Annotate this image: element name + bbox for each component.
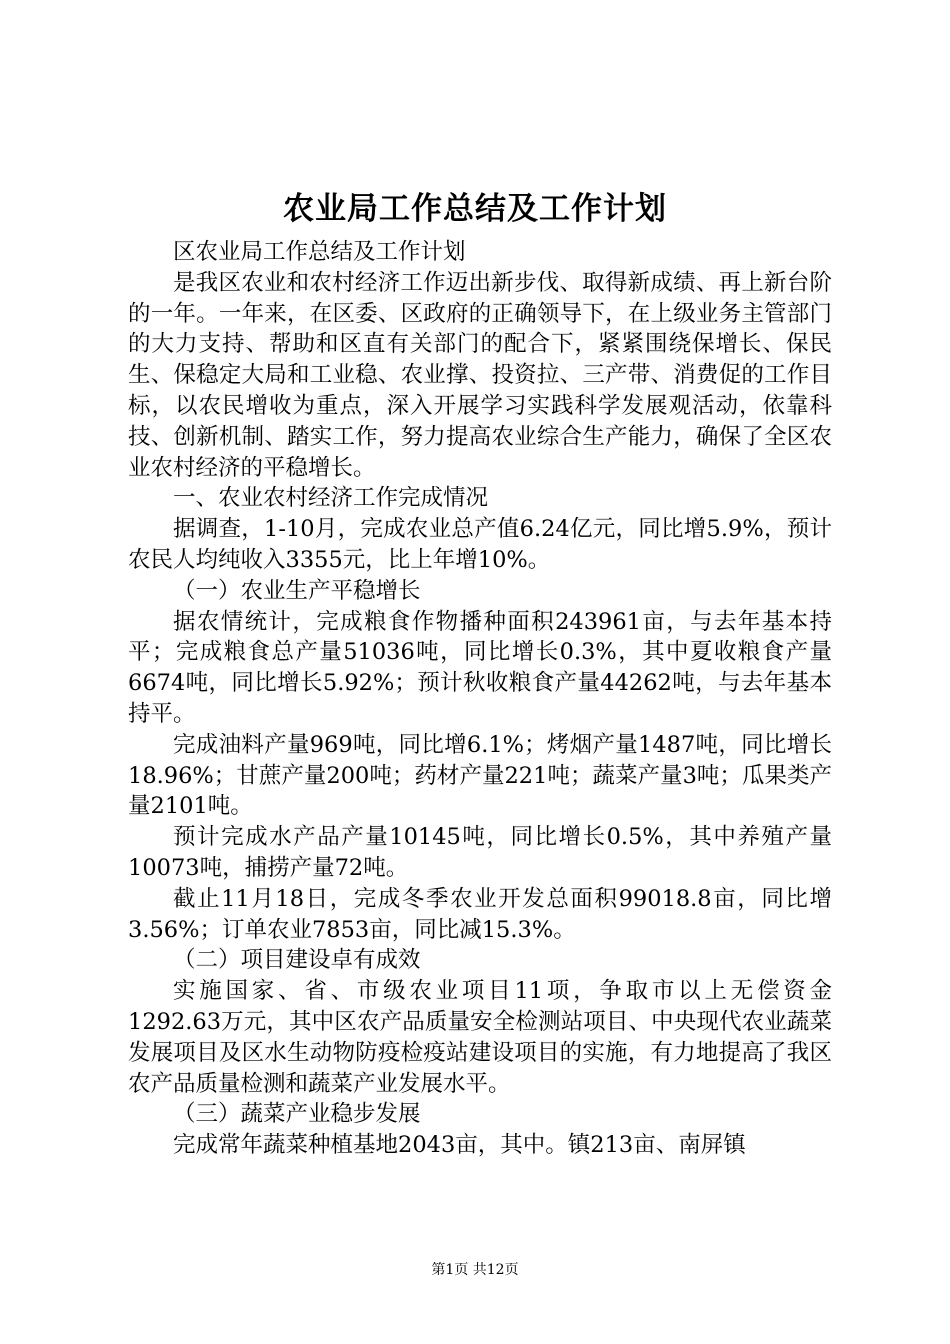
page-number-footer: 第1页 共12页	[431, 1262, 519, 1278]
subsection-heading-2: （二）项目建设卓有成效	[173, 947, 421, 974]
paragraph-vegetables: 完成常年蔬菜种植基地2043亩，其中。镇213亩、南屏镇	[173, 1132, 746, 1159]
paragraph-intro: 是我区农业和农村经济工作迈出新步伐、取得新成绩、再上新台阶的一年。一年来，在区委、区政府的正确领导下，在上级业务主管部门的大力支持、帮助和区直有关部门的配合下，紧紧围绕保增长、保民生、保稳定大局和工业稳、农业撑、投资拉、三产带、消费促的工作目标，以农民增收为重点，深入开展学习实践科学发展观活动，依靠科技、创新机制、踏实工作，努力提高农业综合生产能力，确保了全区农业农村经济的平稳增长。	[128, 269, 832, 481]
section-heading-1: 一、农业农村经济工作完成情况	[173, 485, 489, 512]
document-title: 农业局工作总结及工作计划	[283, 191, 667, 227]
paragraph-grain: 据农情统计，完成粮食作物播种面积243961亩，与去年基本持平；完成粮食总产量51036吨，同比增长0.3%，其中夏收粮食产量6674吨，同比增长5.92%；预计秋收粮食产量44262吨，与去年基本持平。	[128, 608, 832, 727]
paragraph-oil-crops: 完成油料产量969吨，同比增6.1%；烤烟产量1487吨，同比增长18.96%；甘蔗产量200吨；药材产量221吨；蔬菜产量3吨；瓜果类产量2101吨。	[128, 731, 832, 820]
paragraph-survey: 据调查，1-10月，完成农业总产值6.24亿元，同比增5.9%，预计农民人均纯收入3355元，比上年增10%。	[128, 516, 832, 573]
paragraph-winter-agriculture: 截止11月18日，完成冬季农业开发总面积99018.8亩，同比增3.56%；订单农业7853亩，同比减15.3%。	[128, 885, 832, 943]
subsection-heading-3: （三）蔬菜产业稳步发展	[173, 1101, 421, 1128]
paragraph-projects: 实施国家、省、市级农业项目11项，争取市以上无偿资金1292.63万元，其中区农产品质量安全检测站项目、中央现代农业蔬菜发展项目及区水生动物防疫检疫站建设项目的实施，有力地提高了我区农产品质量检测和蔬菜产业发展水平。	[128, 978, 832, 1097]
subsection-heading-1: （一）农业生产平稳增长	[173, 577, 421, 604]
document-body	[128, 237, 832, 1161]
paragraph-subtitle: 区农业局工作总结及工作计划	[173, 239, 466, 265]
paragraph-aquatic: 预计完成水产品产量10145吨，同比增长0.5%，其中养殖产量10073吨，捕捞产量72吨。	[128, 824, 832, 881]
